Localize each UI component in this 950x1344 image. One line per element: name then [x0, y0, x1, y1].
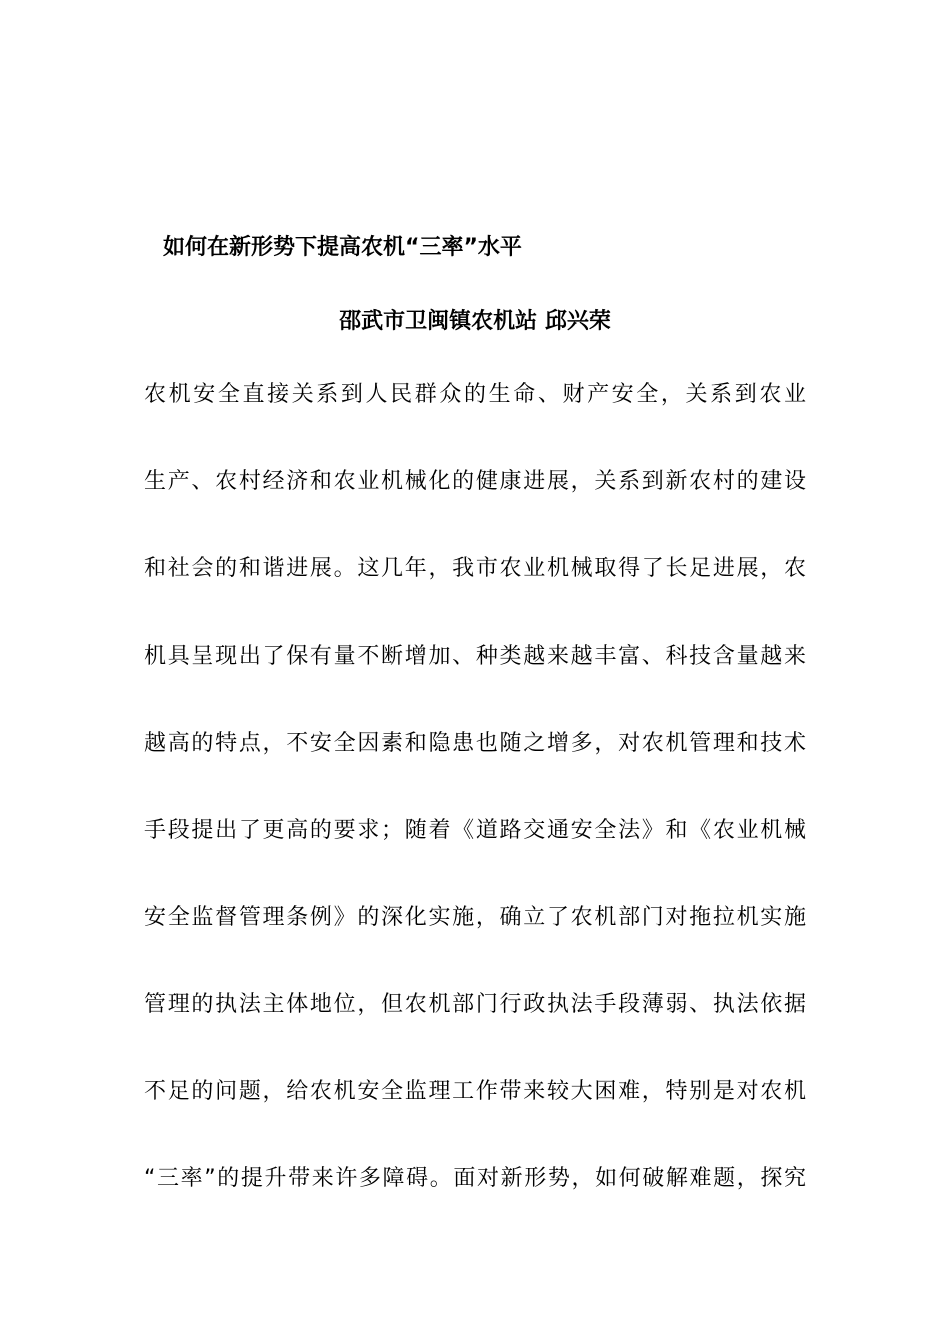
body-line-8: 管理的执法主体地位，但农机部门行政执法手段薄弱、执法依据	[144, 992, 806, 1017]
body-line-1: 农机安全直接关系到人民群众的生命、财产安全，关系到农业	[144, 382, 806, 407]
body-line-6: 手段提出了更高的要求；随着《道路交通安全法》和《农业机械	[144, 818, 806, 843]
body-line-2: 生产、农村经济和农业机械化的健康进展，关系到新农村的建设	[144, 469, 806, 494]
body-line-7: 安全监督管理条例》的深化实施，确立了农机部门对拖拉机实施	[144, 905, 806, 930]
body-line-9: 不足的问题，给农机安全监理工作带来较大困难，特别是对农机	[144, 1079, 806, 1104]
document-author: 邵武市卫闽镇农机站 邱兴荣	[339, 309, 611, 334]
body-line-10: “三率”的提升带来许多障碍。面对新形势，如何破解难题，探究	[144, 1166, 806, 1191]
body-line-5: 越高的特点，不安全因素和隐患也随之增多，对农机管理和技术	[144, 731, 806, 756]
document-title: 如何在新形势下提高农机“三率”水平	[163, 235, 522, 260]
body-line-3: 和社会的和谐进展。这几年，我市农业机械取得了长足进展，农	[144, 556, 806, 581]
body-line-4: 机具呈现出了保有量不断增加、种类越来越丰富、科技含量越来	[144, 644, 806, 669]
